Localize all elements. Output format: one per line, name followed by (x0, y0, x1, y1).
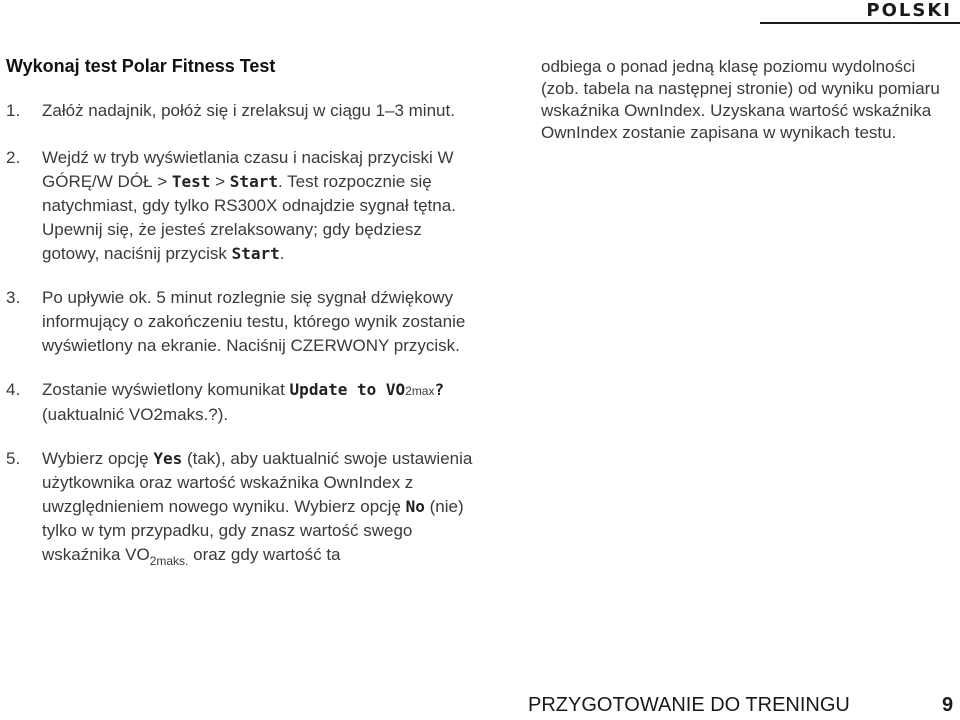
display-text-test: Test (171, 172, 211, 191)
step-number: 5. (6, 449, 21, 468)
step-text (42, 146, 476, 266)
display-text-start: Start (229, 172, 278, 191)
language-rule (760, 22, 960, 24)
display-text-update: Update to VO (289, 380, 406, 399)
step-text (42, 447, 476, 573)
display-text-no: No (405, 497, 425, 516)
step-text: Po upływie ok. 5 minut rozlegnie się sygnał dźwiękowy informujący o zakończeniu testu, którego wynik zostanie wyświetlony na ekranie. Naciśnij CZERWONY przycisk. (42, 288, 466, 355)
page-number: 9 (942, 694, 954, 716)
step-number: 3. (6, 288, 21, 307)
step-text: Załóż nadajnik, połóż się i zrelaksuj w ciągu 1–3 minut. (42, 101, 455, 120)
page-footer (528, 694, 954, 717)
section-title: Wykonaj test Polar Fitness Test (6, 56, 276, 76)
step-text-part: Wejdź w tryb wyświetlania czasu i naciskaj przyciski W GÓRĘ/W DÓŁ > (42, 148, 454, 191)
right-column-paragraph: odbiega o ponad jedną klasę poziomu wydolności (zob. tabela na następnej stronie) od wyniku pomiaru wskaźnika OwnIndex. Uzyskana wartość wskaźnika OwnIndex zostanie zapisana w wynikach testu. (541, 57, 940, 142)
step-text-part: oraz gdy wartość ta (188, 545, 341, 564)
subscript-text: 2maks. (149, 554, 189, 568)
step-2 (6, 146, 476, 266)
display-text-subscript: 2max (405, 384, 435, 398)
display-text-yes: Yes (153, 449, 183, 468)
step-text-part: (uaktualnić VO2maks.?). (42, 405, 229, 424)
step-text-part: (nie) tylko w tym przypadku, gdy znasz wartość swego wskaźnika VO (42, 497, 464, 564)
step-text-part: Wybierz opcję (42, 449, 154, 468)
left-column (6, 54, 476, 573)
display-text-question: ? (434, 380, 445, 399)
step-number: 2. (6, 148, 21, 167)
step-text-part: > (210, 172, 230, 191)
step-5 (6, 447, 476, 573)
step-3 (6, 286, 476, 358)
display-text-start: Start (231, 244, 280, 263)
step-text-part: Zostanie wyświetlony komunikat (42, 380, 290, 399)
step-text-part: . Test rozpocznie się natychmiast, gdy tylko RS300X odnajdzie sygnał tętna. Upewnij się, że jesteś zrelaksowany; gdy będziesz gotowy, naciśnij przycisk (42, 172, 456, 263)
step-number: 1. (6, 101, 21, 120)
step-1 (6, 99, 476, 123)
step-text-part: (tak), aby uaktualnić swoje ustawienia użytkownika oraz wartość wskaźnika OwnIndex z uwzględnieniem nowego wyniku. Wybierz opcję (42, 449, 473, 516)
language-label: POLSKI (866, 0, 952, 21)
step-number: 4. (6, 380, 21, 399)
step-text (42, 378, 476, 427)
step-text-part: . (279, 244, 285, 263)
footer-section-title: PRZYGOTOWANIE DO TRENINGU (528, 694, 850, 716)
step-4 (6, 378, 476, 427)
